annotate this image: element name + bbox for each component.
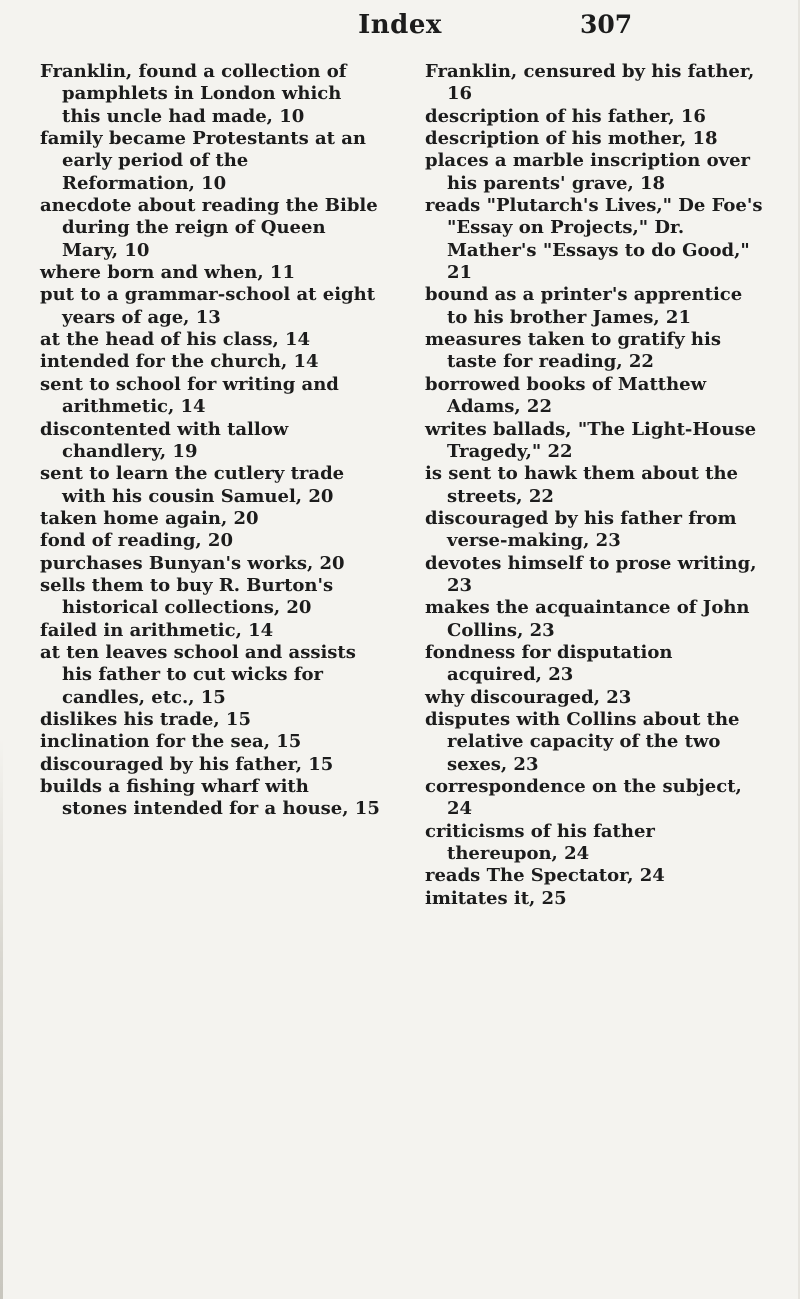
- page-title: Index: [358, 10, 442, 40]
- index-entry: correspondence on the subject, 24: [425, 776, 742, 820]
- index-entry: imitates it, 25: [425, 887, 567, 909]
- index-column-right: [425, 61, 765, 910]
- index-entry: sells them to buy R. Burton's historical collections, 20: [40, 574, 334, 619]
- index-entry: at ten leaves school and assists his father to cut wicks for candles, etc., 15: [40, 641, 356, 708]
- index-entry: bound as a printer's apprentice to his brother James, 21: [425, 284, 743, 328]
- index-entry: at the head of his class, 14: [40, 329, 311, 351]
- index-entry: Franklin, found a collection of pamphlets in London which this uncle had made, 10: [40, 61, 347, 127]
- index-entry: sent to learn the cutlery trade with his cousin Samuel, 20: [40, 463, 345, 507]
- index-entry: dislikes his trade, 15: [40, 708, 251, 730]
- index-entry: measures taken to gratify his taste for reading, 22: [425, 329, 721, 373]
- index-entry: purchases Bunyan's works, 20: [40, 552, 345, 574]
- index-entry: is sent to hawk them about the streets, 22: [425, 463, 739, 507]
- index-entry: failed in arithmetic, 14: [40, 619, 274, 641]
- index-entry: discontented with tallow chandlery, 19: [40, 418, 289, 462]
- index-entry: discouraged by his father, 15: [40, 753, 334, 775]
- index-entry: reads The Spectator, 24: [425, 865, 665, 887]
- index-column-left: [40, 61, 380, 821]
- index-entry: Franklin, censured by his father, 16: [425, 61, 755, 105]
- index-entry: disputes with Collins about the relative capacity of the two sexes, 23: [425, 708, 740, 775]
- page-number: 307: [580, 10, 633, 39]
- index-entry: intended for the church, 14: [40, 351, 319, 373]
- index-entry: discouraged by his father from verse-making, 23: [425, 507, 737, 552]
- index-entry: put to a grammar-school at eight years of age, 13: [40, 284, 376, 328]
- index-entry: description of his mother, 18: [425, 128, 718, 150]
- index-entry: fond of reading, 20: [40, 530, 233, 552]
- index-entry: fondness for disputation acquired, 23: [425, 641, 673, 686]
- index-entry: where born and when, 11: [40, 262, 295, 284]
- index-entry: inclination for the sea, 15: [40, 731, 302, 753]
- index-entry: taken home again, 20: [40, 507, 259, 529]
- index-entry: builds a fishing wharf with stones intended for a house, 15: [40, 776, 380, 820]
- index-entry: reads "Plutarch's Lives," De Foe's "Essay on Projects," Dr. Mather's "Essays to do Good," 21: [425, 195, 763, 284]
- index-entry: family became Protestants at an early period of the Reformation, 10: [40, 128, 366, 194]
- index-entry: makes the acquaintance of John Collins, 23: [425, 597, 750, 641]
- index-entry: criticisms of his father thereupon, 24: [425, 820, 655, 865]
- index-entry: writes ballads, "The Light-House Tragedy," 22: [425, 418, 757, 462]
- index-entry: borrowed books of Matthew Adams, 22: [425, 373, 707, 418]
- page-edge-shadow: [0, 739, 3, 1299]
- index-entry: description of his father, 16: [425, 105, 706, 127]
- index-entry: sent to school for writing and arithmetic, 14: [40, 373, 339, 418]
- index-entry: anecdote about reading the Bible during the reign of Queen Mary, 10: [40, 195, 378, 261]
- index-entry: places a marble inscription over his parents' grave, 18: [425, 150, 751, 194]
- index-entry: why discouraged, 23: [425, 686, 632, 708]
- index-entry: devotes himself to prose writing, 23: [425, 552, 757, 596]
